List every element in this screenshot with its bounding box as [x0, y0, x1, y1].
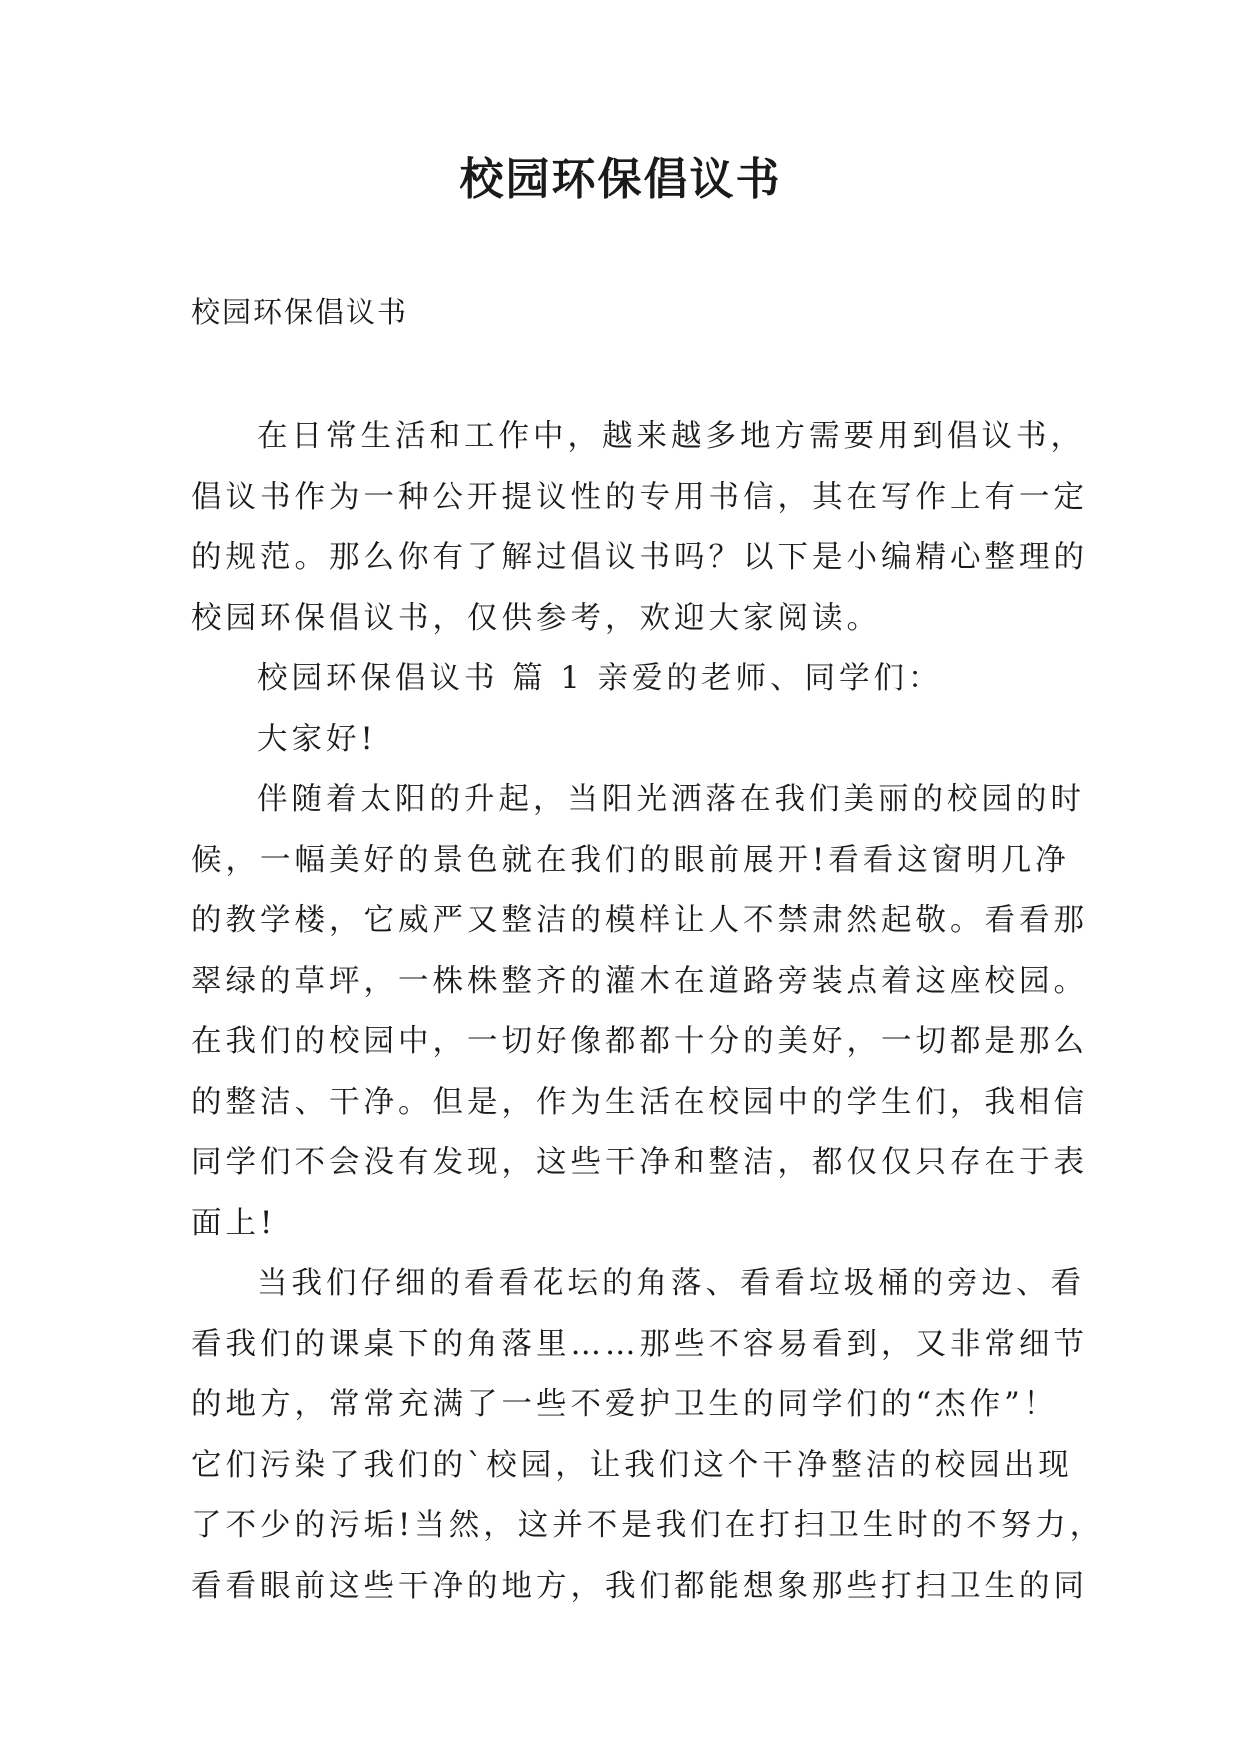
body-text-line: 校园环保倡议书 篇 1 亲爱的老师、同学们：: [257, 661, 943, 696]
body-text-line: 看我们的课桌下的角落里……那些不容易看到，又非常细节: [191, 1326, 1088, 1362]
body-text-line: 它们污染了我们的`校园，让我们这个干净整洁的校园出现: [191, 1447, 1073, 1483]
body-text-line: 在日常生活和工作中，越来越多地方需要用到倡议书，: [257, 419, 1085, 454]
body-text-line: 当我们仔细的看看花坛的角落、看看垃圾桶的旁边、看: [257, 1266, 1085, 1301]
body-text-line: 大家好!: [257, 721, 377, 757]
body-text-line: 校园环保倡议书，仅供参考，欢迎大家阅读。: [191, 600, 881, 636]
body-text-line: 伴随着太阳的升起，当阳光洒落在我们美丽的校园的时: [257, 782, 1085, 817]
body-text-line: 的规范。那么你有了解过倡议书吗？以下是小编精心整理的: [191, 540, 1088, 575]
body-text-line: 同学们不会没有发现，这些干净和整洁，都仅仅只存在于表: [191, 1145, 1088, 1180]
document-title: 校园环保倡议书: [459, 154, 782, 205]
body-text-line: 翠绿的草坪，一株株整齐的灌木在道路旁装点着这座校园。: [191, 963, 1088, 999]
document-subtitle: 校园环保倡议书: [191, 295, 409, 329]
body-text-line: 倡议书作为一种公开提议性的专用书信，其在写作上有一定: [191, 479, 1088, 515]
body-text-line: 的教学楼，它威严又整洁的模样让人不禁肃然起敬。看看那: [191, 903, 1088, 938]
body-text-line: 面上!: [191, 1205, 277, 1241]
body-text-line: 的地方，常常充满了一些不爱护卫生的同学们的“杰作”！: [191, 1387, 1059, 1422]
body-text-line: 候，一幅美好的景色就在我们的眼前展开!看看这窗明几净: [191, 842, 1070, 878]
body-text-line: 看看眼前这些干净的地方，我们都能想象那些打扫卫生的同: [191, 1568, 1088, 1604]
body-text-line: 的整洁、干净。但是，作为生活在校园中的学生们，我相信: [191, 1084, 1088, 1120]
body-text-line: 了不少的污垢!当然，这并不是我们在打扫卫生时的不努力，: [191, 1508, 1105, 1543]
document-body: [191, 407, 1105, 1617]
body-text-line: 在我们的校园中，一切好像都都十分的美好，一切都是那么: [191, 1024, 1088, 1059]
